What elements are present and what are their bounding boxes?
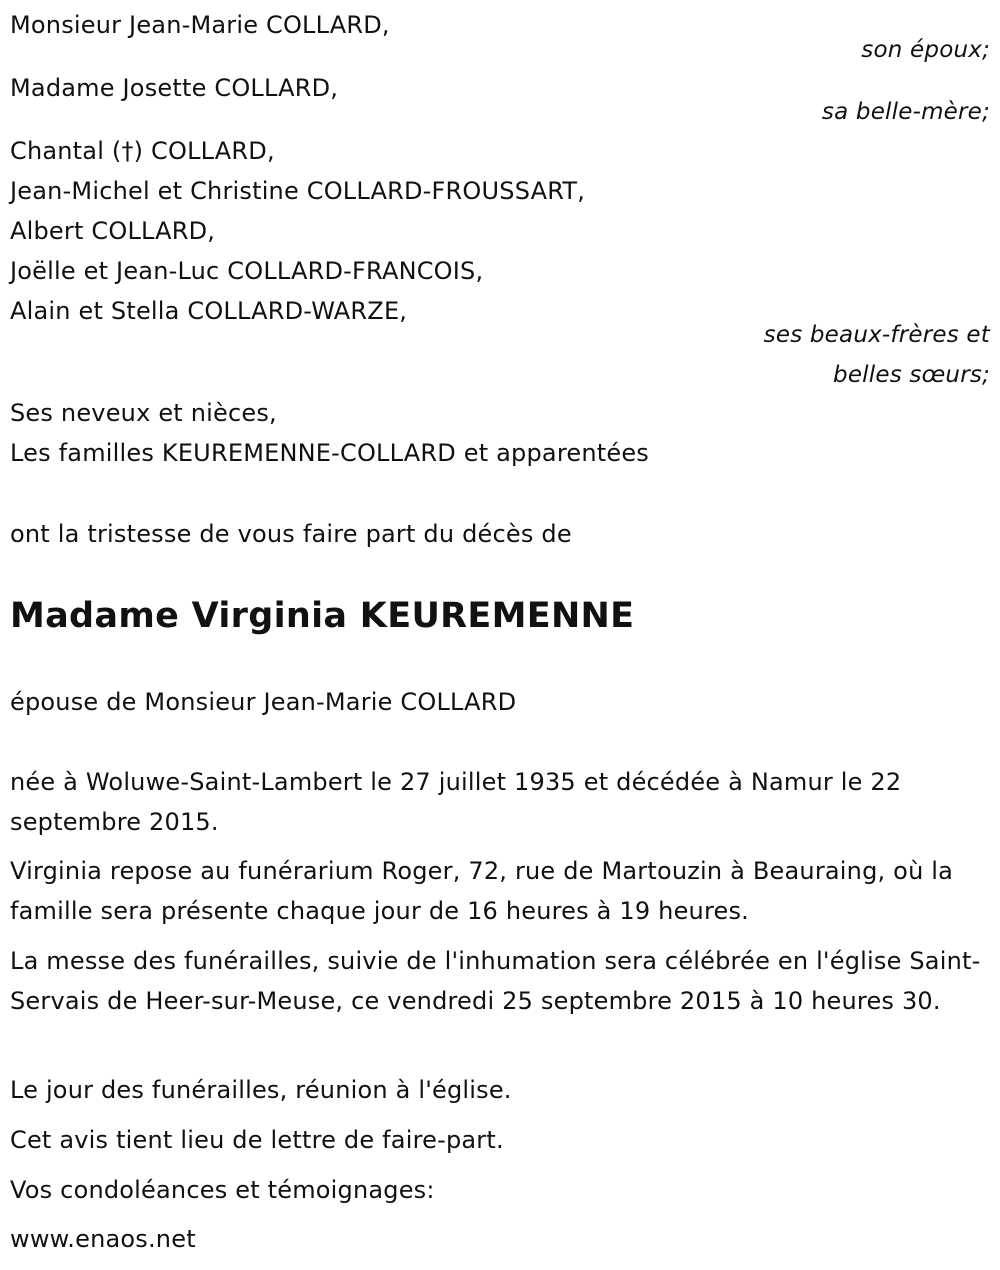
sibling-1: Chantal (†) COLLARD,	[10, 137, 275, 165]
sibling-5: Alain et Stella COLLARD-WARZE,	[10, 297, 408, 325]
sibling-4: Joëlle et Jean-Luc COLLARD-FRANCOIS,	[10, 257, 484, 285]
nephews-line: Ses neveux et nièces,	[10, 399, 277, 427]
funerarium-paragraph: Virginia repose au funérarium Roger, 72, rue de Martouzin à Beauraing, où la famille sera présente chaque jour de 16 heures à 19 heures.	[10, 857, 954, 925]
sibling-2: Jean-Michel et Christine COLLARD-FROUSSART,	[10, 177, 586, 205]
mother-in-law-role: sa belle-mère;	[821, 99, 990, 125]
website-link[interactable]: www.enaos.net	[10, 1225, 196, 1253]
spouse-line: épouse de Monsieur Jean-Marie COLLARD	[10, 688, 517, 716]
siblings-role-line1: ses beaux-frères et	[763, 322, 990, 348]
husband-role: son époux;	[861, 37, 990, 63]
mother-in-law-name: Madame Josette COLLARD,	[10, 74, 339, 102]
condolences-paragraph: Vos condoléances et témoignages:	[10, 1176, 435, 1204]
announcement-text: ont la tristesse de vous faire part du décès de	[10, 520, 572, 548]
siblings-role-line2: belles sœurs;	[833, 362, 990, 388]
notice-paragraph: Cet avis tient lieu de lettre de faire-part.	[10, 1126, 504, 1154]
deceased-name: Madame Virginia KEUREMENNE	[10, 596, 635, 636]
birth-death-paragraph: née à Woluwe-Saint-Lambert le 27 juillet 1935 et décédée à Namur le 22 septembre 2015.	[10, 768, 902, 836]
mass-paragraph: La messe des funérailles, suivie de l'inhumation sera célébrée en l'église Saint-Servais de Heer-sur-Meuse, ce vendredi 25 septembre 2015 à 10 heures 30.	[10, 947, 981, 1015]
husband-name: Monsieur Jean-Marie COLLARD,	[10, 11, 390, 39]
sibling-3: Albert COLLARD,	[10, 217, 216, 245]
families-line: Les familles KEUREMENNE-COLLARD et apparentées	[10, 439, 649, 467]
reunion-paragraph: Le jour des funérailles, réunion à l'église.	[10, 1076, 512, 1104]
